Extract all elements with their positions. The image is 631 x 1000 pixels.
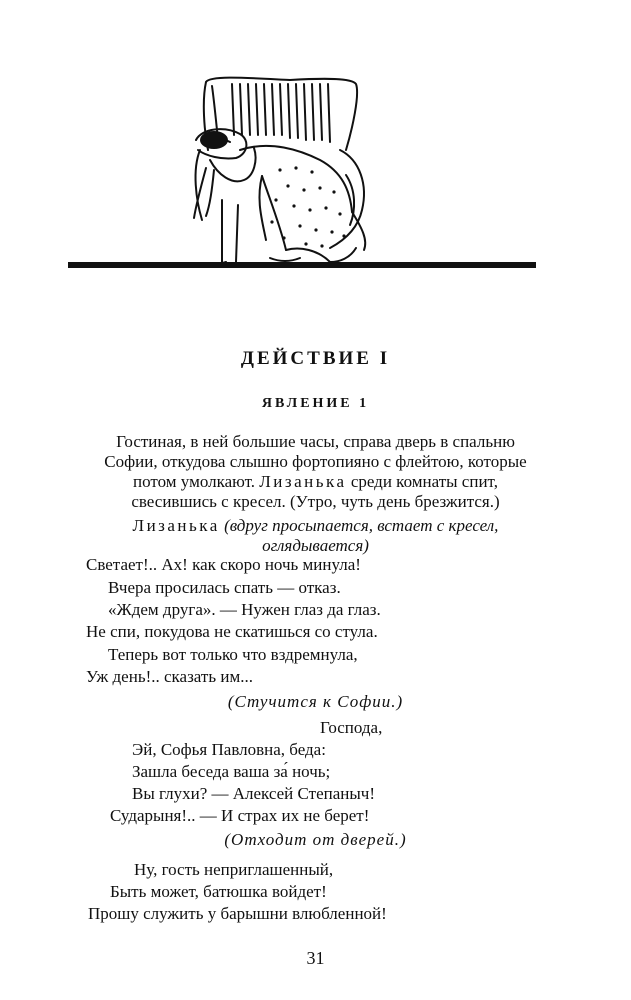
speaker-direction-cont: оглядывается) <box>262 536 369 555</box>
verse-line: Зашла беседа ваша за́ ночь; <box>132 762 331 781</box>
verse-line: Господа, <box>320 718 383 737</box>
stage-direction-text: среди комнаты спит, <box>350 472 498 491</box>
stage-direction-line: свесившись с кресел. (Утро, чуть день брезжится.) <box>131 492 500 511</box>
stage-direction-line: Софии, откудова слышно фортопияно с флейтою, которые <box>104 452 527 471</box>
verse-line: Теперь вот только что вздремнула, <box>108 645 358 664</box>
sleeping-lizanka-illustration <box>0 0 631 285</box>
stage-direction-line: Гостиная, в ней большие часы, справа дверь в спальню <box>116 432 515 451</box>
verse-line: «Ждем друга». — Нужен глаз да глаз. <box>108 600 381 619</box>
scene-title: ЯВЛЕНИЕ 1 <box>261 396 370 411</box>
verse-line: Сударыня!.. — И страх их не берет! <box>110 806 370 825</box>
verse-line: Не спи, покудова не скатишься со стула. <box>86 622 378 641</box>
verse-line: Уж день!.. сказать им... <box>86 667 253 686</box>
stage-direction-text: потом умолкают. <box>133 472 256 491</box>
verse-line: Вы глухи? — Алексей Степаныч! <box>132 784 375 803</box>
page-number: 31 <box>306 948 325 968</box>
act-title: ДЕЙСТВИЕ I <box>240 348 391 369</box>
stage-direction-line <box>0 472 631 492</box>
verse-line: Вчера просилась спать — отказ. <box>108 578 341 597</box>
verse-line: Светает!.. Ах! как скоро ночь минула! <box>86 555 361 574</box>
stage-direction-leaves: (Отходит от дверей.) <box>224 830 407 849</box>
verse-line: Эй, Софья Павловна, беда: <box>132 740 326 759</box>
speaker-name: Лизанька <box>132 516 220 535</box>
verse-line: Быть может, батюшка войдет! <box>110 882 327 901</box>
verse-line: Ну, гость неприглашенный, <box>134 860 334 879</box>
character-name-inline: Лизанька <box>259 472 347 491</box>
verse-line: Прошу служить у барышни влюбленной! <box>88 904 387 923</box>
speaker-direction: (вдруг просыпается, встает с кресел, <box>224 516 499 535</box>
speaker-line <box>0 516 631 536</box>
stage-direction-knock: (Стучится к Софии.) <box>227 692 404 711</box>
